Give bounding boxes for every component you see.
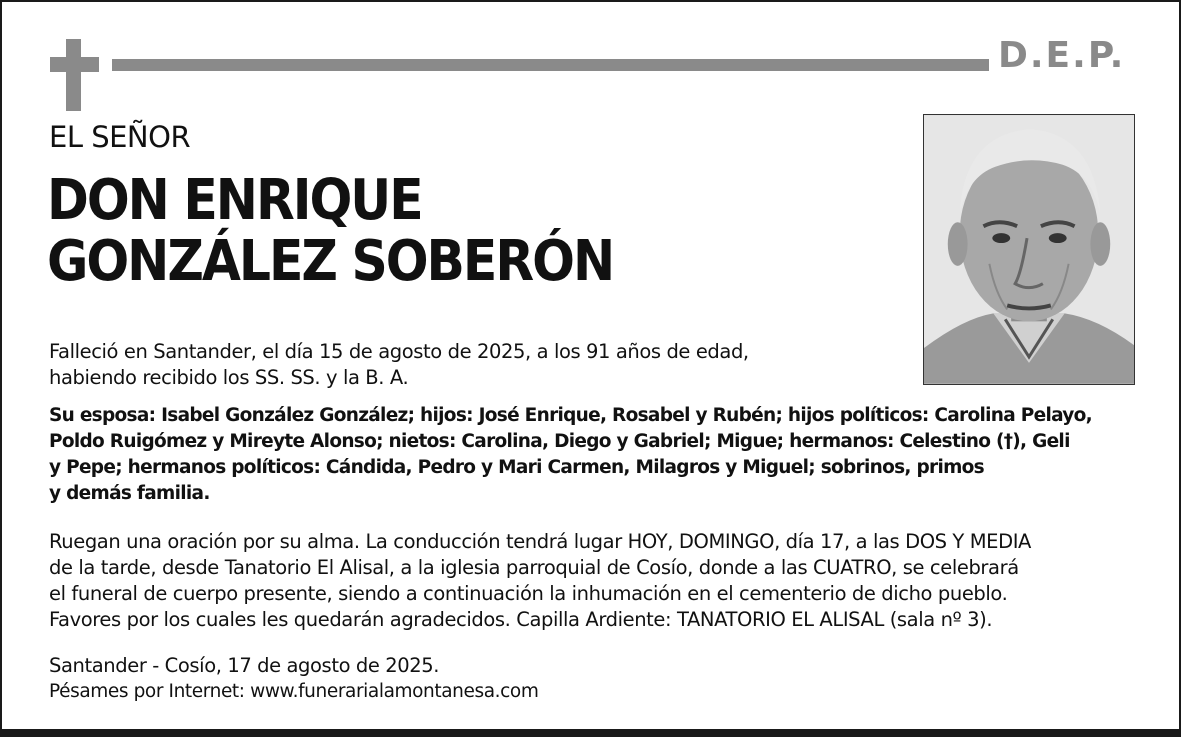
dep-heading: D.E.P. (998, 35, 1126, 76)
family-line: Su esposa: Isabel González González; hijos: José Enrique, Rosabel y Rubén; hijos políticos: Carolina Pelayo, (49, 405, 1092, 426)
portrait-illustration (924, 115, 1134, 384)
service-details (49, 529, 1031, 633)
family-list (49, 403, 1092, 507)
cross-icon-bar (50, 57, 99, 72)
family-line: Poldo Ruigómez y Mireyte Alonso; nietos: Carolina, Diego y Gabriel; Migue; hermanos: Celestino (†), Geli (49, 431, 1070, 452)
name-line-2: GONZÁLEZ SOBERÓN (47, 229, 614, 294)
portrait-photo (923, 114, 1135, 385)
service-line: el funeral de cuerpo presente, siendo a continuación la inhumación en el cementerio de dicho pueblo. (49, 582, 1008, 605)
title-label: EL SEÑOR (49, 120, 191, 154)
death-statement (49, 339, 749, 391)
place-date: Santander - Cosío, 17 de agosto de 2025. (49, 654, 440, 677)
cross-icon (66, 39, 81, 111)
service-line: Ruegan una oración por su alma. La conducción tendrá lugar HOY, DOMINGO, día 17, a las DOS Y MEDIA (49, 530, 1031, 553)
header-rule (112, 59, 989, 71)
service-line: de la tarde, desde Tanatorio El Alisal, a la iglesia parroquial de Cosío, donde a las CUATRO, se celebrará (49, 556, 1019, 579)
death-line: Falleció en Santander, el día 15 de agosto de 2025, a los 91 años de edad, (49, 340, 749, 363)
service-line: Favores por los cuales les quedarán agradecidos. Capilla Ardiente: TANATORIO EL ALISAL (sala nº 3). (49, 608, 993, 631)
death-line: habiendo recibido los SS. SS. y la B. A. (49, 366, 409, 389)
condolences-link[interactable]: Pésames por Internet: www.funerarialamontanesa.com (49, 681, 539, 702)
family-line: y Pepe; hermanos políticos: Cándida, Pedro y Mari Carmen, Milagros y Miguel; sobrinos, primos (49, 457, 984, 478)
family-line: y demás familia. (49, 483, 210, 504)
name-line-1: DON ENRIQUE (47, 168, 422, 233)
deceased-name (47, 170, 613, 292)
